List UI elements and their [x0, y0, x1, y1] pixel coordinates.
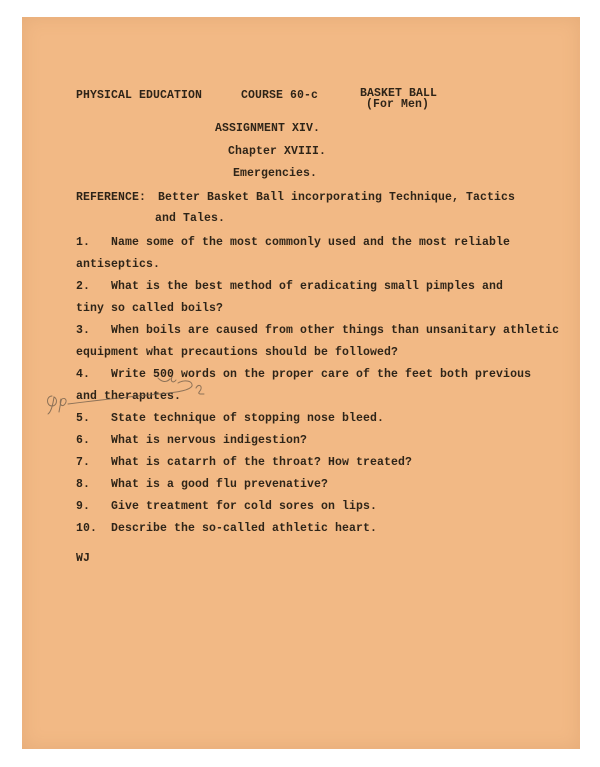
subject-heading: BASKET BALL [360, 87, 438, 100]
question-1-text: Name some of the most commonly used and the most reliable [111, 236, 511, 249]
question-8-number: 8. [76, 478, 91, 491]
question-1-number: 1. [76, 236, 91, 249]
question-4-number: 4. [76, 368, 91, 381]
question-5-text: State technique of stopping nose bleed. [111, 412, 385, 425]
question-6-text: What is nervous indigestion? [111, 434, 308, 447]
question-2-text-cont: tiny so called boils? [76, 302, 224, 315]
question-8-text: What is a good flu prevenative? [111, 478, 329, 491]
question-3-number: 3. [76, 324, 91, 337]
question-2-number: 2. [76, 280, 91, 293]
typist-initials: WJ [76, 552, 91, 565]
question-9-number: 9. [76, 500, 91, 513]
reference-text-line2: and Tales. [155, 212, 226, 225]
handwritten-grade-mark [40, 366, 220, 416]
assignment-title: ASSIGNMENT XIV. [215, 122, 321, 135]
question-9-text: Give treatment for cold sores on lips. [111, 500, 378, 513]
question-6-number: 6. [76, 434, 91, 447]
question-4-text: Write 500 words on the proper care of the feet both previous [111, 368, 532, 381]
question-10-text: Describe the so-called athletic heart. [111, 522, 378, 535]
audience-note: (For Men) [366, 98, 430, 111]
question-5-number: 5. [76, 412, 91, 425]
reference-label: REFERENCE: [76, 191, 147, 204]
question-4-text-cont: and theraputes. [76, 390, 182, 403]
question-1-text-cont: antiseptics. [76, 258, 161, 271]
course-number: COURSE 60-c [241, 89, 319, 102]
reference-text-line1: Better Basket Ball incorporating Technique, Tactics [158, 191, 516, 204]
topic-title: Emergencies. [233, 167, 318, 180]
question-7-text: What is catarrh of the throat? How treated? [111, 456, 413, 469]
department-heading: PHYSICAL EDUCATION [76, 89, 203, 102]
question-3-text-cont: equipment what precautions should be followed? [76, 346, 399, 359]
question-3-text: When boils are caused from other things than unsanitary athletic [111, 324, 560, 337]
chapter-title: Chapter XVIII. [228, 145, 327, 158]
question-7-number: 7. [76, 456, 91, 469]
question-10-number: 10. [76, 522, 98, 535]
question-2-text: What is the best method of eradicating small pimples and [111, 280, 504, 293]
